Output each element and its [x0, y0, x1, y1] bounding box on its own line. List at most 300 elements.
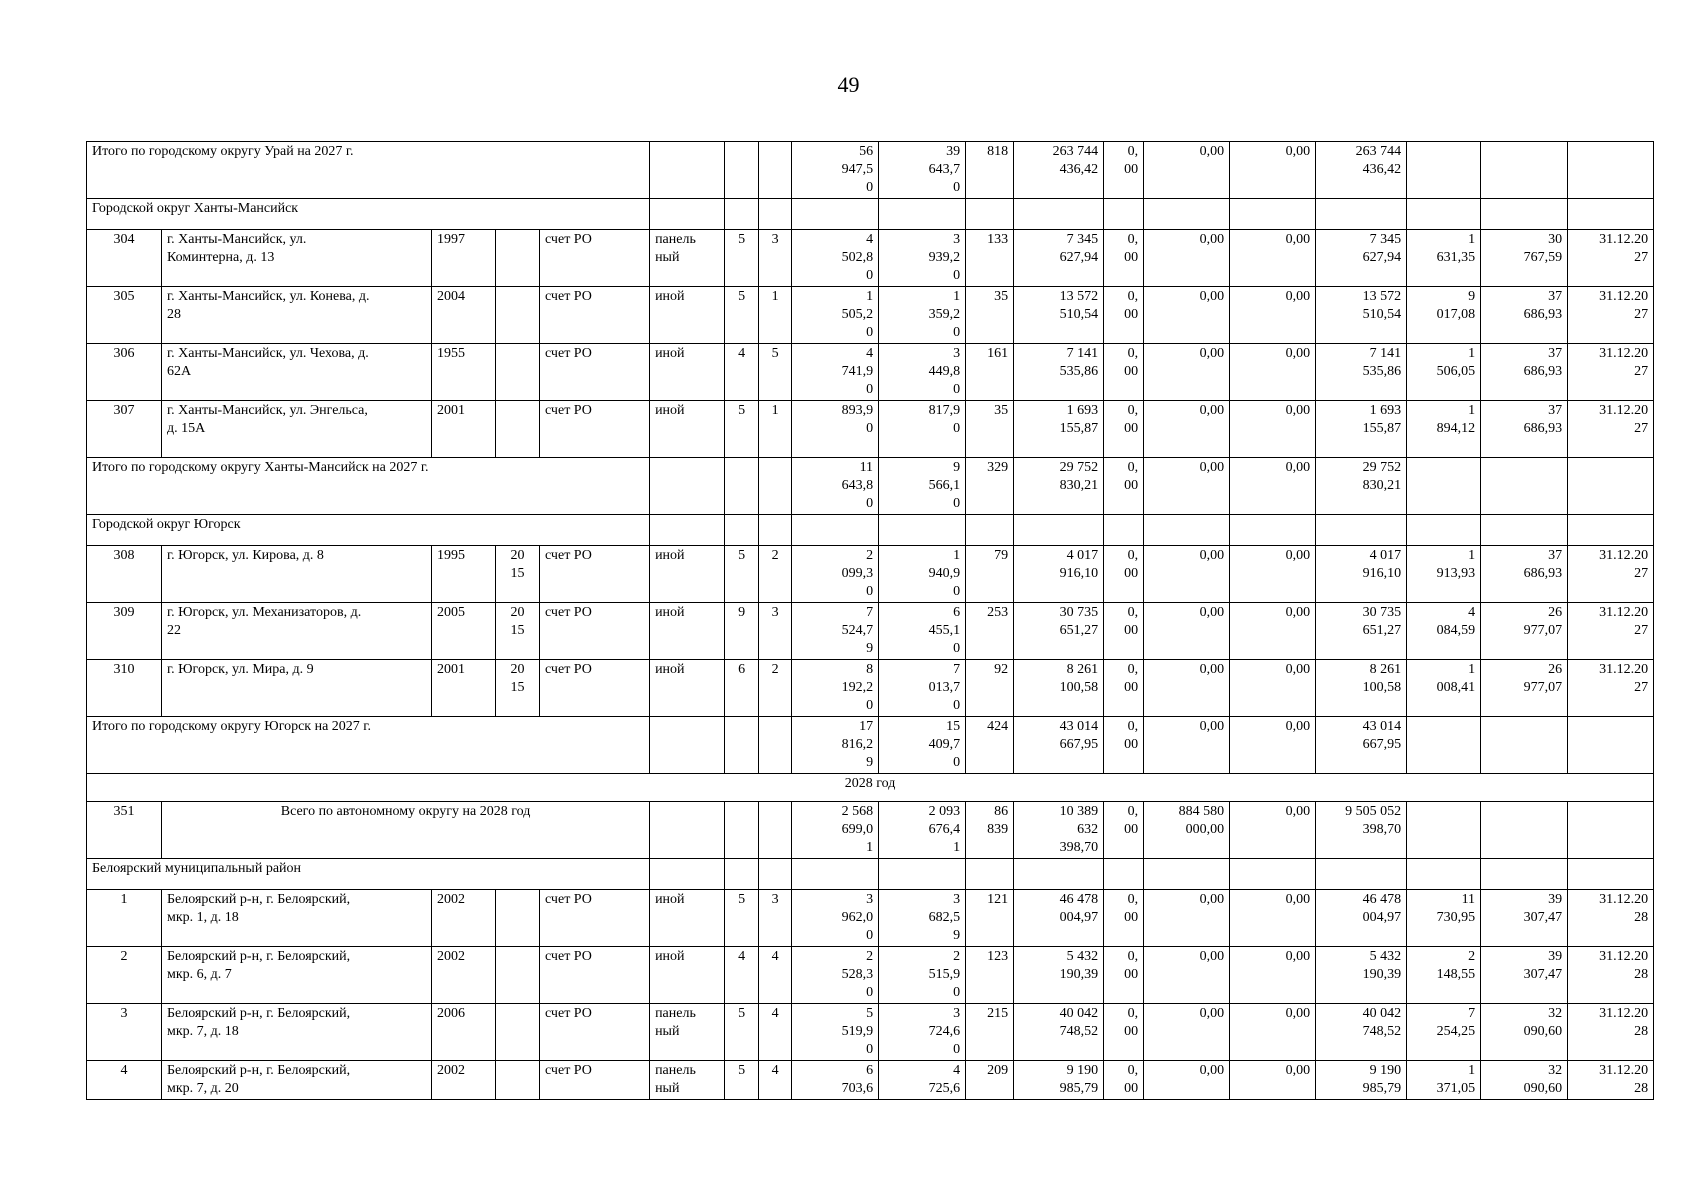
owners-funds-cell: 8 261 100,58 — [1316, 660, 1407, 717]
residents-cell: 818 — [966, 142, 1014, 199]
residents-cell: 123 — [966, 947, 1014, 1004]
owners-funds-cell: 46 478 004,97 — [1316, 890, 1407, 947]
table-row — [87, 401, 1654, 458]
cost-total-cell: 5 432 190,39 — [1014, 947, 1104, 1004]
cost-limit-cell: 26 977,07 — [1481, 603, 1568, 660]
address-cell: г. Ханты-Мансийск, ул. Чехова, д. 62А — [162, 344, 432, 401]
entrances-cell: 4 — [759, 1004, 792, 1061]
area-living-cell: 3 682,5 9 — [879, 890, 966, 947]
empty-cell — [966, 199, 1014, 230]
floors-cell: 9 — [725, 603, 759, 660]
subtotal-row — [87, 717, 1654, 774]
wall-material-cell: панель ный — [650, 1004, 725, 1061]
residents-cell: 86 839 — [966, 802, 1014, 859]
owners-funds-cell: 7 345 627,94 — [1316, 230, 1407, 287]
wall-material-cell: панель ный — [650, 1061, 725, 1100]
account-type-cell: счет РО — [540, 287, 650, 344]
commission-year-cell: 2002 — [432, 890, 496, 947]
empty-cell — [792, 859, 879, 890]
budget-district-cell: 0,00 — [1144, 717, 1230, 774]
row-number-cell: 4 — [87, 1061, 162, 1100]
last-repair-year-cell — [496, 1004, 540, 1061]
unit-cost-cell: 2 148,55 — [1407, 947, 1481, 1004]
area-living-cell: 3 449,8 0 — [879, 344, 966, 401]
area-living-cell: 9 566,1 0 — [879, 458, 966, 515]
entrances-cell: 1 — [759, 287, 792, 344]
wall-material-cell: иной — [650, 947, 725, 1004]
wall-material-cell: иной — [650, 603, 725, 660]
empty-cell — [725, 458, 759, 515]
empty-cell — [1568, 802, 1654, 859]
fund-cell: 0, 00 — [1104, 1061, 1144, 1100]
commission-year-cell: 1997 — [432, 230, 496, 287]
empty-cell — [759, 802, 792, 859]
empty-cell — [1230, 199, 1316, 230]
area-total-cell: 2 528,3 0 — [792, 947, 879, 1004]
address-cell: г. Югорск, ул. Кирова, д. 8 — [162, 546, 432, 603]
entrances-cell: 2 — [759, 546, 792, 603]
subtotal-row — [87, 458, 1654, 515]
empty-cell — [1104, 515, 1144, 546]
budget-district-cell: 0,00 — [1144, 287, 1230, 344]
empty-cell — [792, 199, 879, 230]
section-title-cell: Городской округ Ханты-Мансийск — [87, 199, 650, 230]
floors-cell: 5 — [725, 230, 759, 287]
budget-district-cell: 0,00 — [1144, 546, 1230, 603]
account-type-cell: счет РО — [540, 344, 650, 401]
cost-total-cell: 13 572 510,54 — [1014, 287, 1104, 344]
commission-year-cell: 1955 — [432, 344, 496, 401]
fund-cell: 0, 00 — [1104, 287, 1144, 344]
cost-limit-cell: 30 767,59 — [1481, 230, 1568, 287]
last-repair-year-cell: 20 15 — [496, 603, 540, 660]
budget-local-cell: 0,00 — [1230, 947, 1316, 1004]
owners-funds-cell: 4 017 916,10 — [1316, 546, 1407, 603]
empty-cell — [1014, 199, 1104, 230]
cost-total-cell: 1 693 155,87 — [1014, 401, 1104, 458]
empty-cell — [1230, 859, 1316, 890]
budget-local-cell: 0,00 — [1230, 890, 1316, 947]
row-number-cell: 351 — [87, 802, 162, 859]
account-type-cell: счет РО — [540, 603, 650, 660]
budget-local-cell: 0,00 — [1230, 802, 1316, 859]
budget-local-cell: 0,00 — [1230, 401, 1316, 458]
budget-district-cell: 0,00 — [1144, 947, 1230, 1004]
unit-cost-cell: 1 008,41 — [1407, 660, 1481, 717]
floors-cell: 5 — [725, 1004, 759, 1061]
budget-district-cell: 0,00 — [1144, 458, 1230, 515]
empty-cell — [1144, 859, 1230, 890]
budget-local-cell: 0,00 — [1230, 660, 1316, 717]
row-number-cell: 308 — [87, 546, 162, 603]
empty-cell — [879, 199, 966, 230]
address-cell: г. Югорск, ул. Механизаторов, д. 22 — [162, 603, 432, 660]
address-cell: Белоярский р-н, г. Белоярский, мкр. 7, д. 20 — [162, 1061, 432, 1100]
residents-cell: 92 — [966, 660, 1014, 717]
empty-cell — [1407, 859, 1481, 890]
row-number-cell: 310 — [87, 660, 162, 717]
area-total-cell: 6 703,6 — [792, 1061, 879, 1100]
empty-cell — [1014, 515, 1104, 546]
entrances-cell: 3 — [759, 603, 792, 660]
fund-cell: 0, 00 — [1104, 401, 1144, 458]
empty-cell — [650, 458, 725, 515]
section-header-row — [87, 859, 1654, 890]
row-number-cell: 305 — [87, 287, 162, 344]
row-number-cell: 304 — [87, 230, 162, 287]
wall-material-cell: иной — [650, 344, 725, 401]
completion-date-cell: 31.12.20 27 — [1568, 401, 1654, 458]
empty-cell — [1481, 802, 1568, 859]
area-living-cell: 1 359,2 0 — [879, 287, 966, 344]
subtotal-label-cell: Итого по городскому округу Урай на 2027 г. — [87, 142, 650, 199]
cost-total-cell: 29 752 830,21 — [1014, 458, 1104, 515]
table-row — [87, 1061, 1654, 1100]
commission-year-cell: 2006 — [432, 1004, 496, 1061]
fund-cell: 0, 00 — [1104, 890, 1144, 947]
area-total-cell: 2 568 699,0 1 — [792, 802, 879, 859]
empty-cell — [725, 515, 759, 546]
commission-year-cell: 1995 — [432, 546, 496, 603]
residents-cell: 35 — [966, 287, 1014, 344]
last-repair-year-cell — [496, 230, 540, 287]
account-type-cell: счет РО — [540, 1061, 650, 1100]
row-number-cell: 307 — [87, 401, 162, 458]
owners-funds-cell: 9 190 985,79 — [1316, 1061, 1407, 1100]
empty-cell — [650, 802, 725, 859]
empty-cell — [1481, 458, 1568, 515]
empty-cell — [725, 859, 759, 890]
budget-local-cell: 0,00 — [1230, 230, 1316, 287]
empty-cell — [1014, 859, 1104, 890]
entrances-cell: 5 — [759, 344, 792, 401]
entrances-cell: 1 — [759, 401, 792, 458]
register-table — [86, 141, 1654, 1100]
entrances-cell: 2 — [759, 660, 792, 717]
residents-cell: 329 — [966, 458, 1014, 515]
floors-cell: 5 — [725, 401, 759, 458]
completion-date-cell: 31.12.20 27 — [1568, 546, 1654, 603]
register-body — [87, 142, 1654, 1100]
address-cell: Белоярский р-н, г. Белоярский, мкр. 1, д. 18 — [162, 890, 432, 947]
area-total-cell: 3 962,0 0 — [792, 890, 879, 947]
floors-cell: 4 — [725, 947, 759, 1004]
wall-material-cell: иной — [650, 660, 725, 717]
empty-cell — [759, 199, 792, 230]
page-number: 49 — [837, 72, 860, 97]
section-header-row — [87, 515, 1654, 546]
account-type-cell: счет РО — [540, 401, 650, 458]
cost-total-cell: 7 345 627,94 — [1014, 230, 1104, 287]
address-cell: г. Югорск, ул. Мира, д. 9 — [162, 660, 432, 717]
area-total-cell: 5 519,9 0 — [792, 1004, 879, 1061]
owners-funds-cell: 13 572 510,54 — [1316, 287, 1407, 344]
row-number-cell: 1 — [87, 890, 162, 947]
cost-total-cell: 263 744 436,42 — [1014, 142, 1104, 199]
cost-total-cell: 30 735 651,27 — [1014, 603, 1104, 660]
budget-district-cell: 884 580 000,00 — [1144, 802, 1230, 859]
residents-cell: 79 — [966, 546, 1014, 603]
empty-cell — [1568, 515, 1654, 546]
cost-limit-cell: 32 090,60 — [1481, 1061, 1568, 1100]
table-row — [87, 660, 1654, 717]
empty-cell — [1481, 199, 1568, 230]
entrances-cell: 3 — [759, 230, 792, 287]
area-total-cell: 4 741,9 0 — [792, 344, 879, 401]
budget-local-cell: 0,00 — [1230, 344, 1316, 401]
table-row — [87, 603, 1654, 660]
owners-funds-cell: 7 141 535,86 — [1316, 344, 1407, 401]
completion-date-cell: 31.12.20 28 — [1568, 890, 1654, 947]
empty-cell — [725, 142, 759, 199]
budget-district-cell: 0,00 — [1144, 603, 1230, 660]
floors-cell: 5 — [725, 890, 759, 947]
address-cell: Белоярский р-н, г. Белоярский, мкр. 7, д. 18 — [162, 1004, 432, 1061]
address-cell: Белоярский р-н, г. Белоярский, мкр. 6, д. 7 — [162, 947, 432, 1004]
wall-material-cell: иной — [650, 890, 725, 947]
completion-date-cell: 31.12.20 27 — [1568, 230, 1654, 287]
budget-local-cell: 0,00 — [1230, 1004, 1316, 1061]
commission-year-cell: 2001 — [432, 401, 496, 458]
last-repair-year-cell — [496, 947, 540, 1004]
area-living-cell: 15 409,7 0 — [879, 717, 966, 774]
row-number-cell: 306 — [87, 344, 162, 401]
completion-date-cell: 31.12.20 27 — [1568, 603, 1654, 660]
owners-funds-cell: 263 744 436,42 — [1316, 142, 1407, 199]
wall-material-cell: иной — [650, 546, 725, 603]
wall-material-cell: иной — [650, 287, 725, 344]
empty-cell — [1407, 199, 1481, 230]
area-total-cell: 4 502,8 0 — [792, 230, 879, 287]
grand-total-row — [87, 802, 1654, 859]
last-repair-year-cell — [496, 401, 540, 458]
area-total-cell: 11 643,8 0 — [792, 458, 879, 515]
unit-cost-cell: 1 913,93 — [1407, 546, 1481, 603]
table-row — [87, 1004, 1654, 1061]
residents-cell: 161 — [966, 344, 1014, 401]
empty-cell — [1481, 142, 1568, 199]
fund-cell: 0, 00 — [1104, 1004, 1144, 1061]
fund-cell: 0, 00 — [1104, 344, 1144, 401]
budget-district-cell: 0,00 — [1144, 890, 1230, 947]
residents-cell: 215 — [966, 1004, 1014, 1061]
table-row — [87, 947, 1654, 1004]
commission-year-cell: 2001 — [432, 660, 496, 717]
commission-year-cell: 2005 — [432, 603, 496, 660]
section-title-cell: Городской округ Югорск — [87, 515, 650, 546]
completion-date-cell: 31.12.20 28 — [1568, 1061, 1654, 1100]
completion-date-cell: 31.12.20 27 — [1568, 660, 1654, 717]
unit-cost-cell: 1 506,05 — [1407, 344, 1481, 401]
wall-material-cell: панель ный — [650, 230, 725, 287]
subtotal-label-cell: Итого по городскому округу Ханты-Мансийск на 2027 г. — [87, 458, 650, 515]
commission-year-cell: 2002 — [432, 947, 496, 1004]
floors-cell: 5 — [725, 1061, 759, 1100]
fund-cell: 0, 00 — [1104, 546, 1144, 603]
area-total-cell: 7 524,7 9 — [792, 603, 879, 660]
owners-funds-cell: 5 432 190,39 — [1316, 947, 1407, 1004]
cost-total-cell: 10 389 632 398,70 — [1014, 802, 1104, 859]
area-living-cell: 2 093 676,4 1 — [879, 802, 966, 859]
empty-cell — [792, 515, 879, 546]
row-number-cell: 2 — [87, 947, 162, 1004]
empty-cell — [1316, 199, 1407, 230]
residents-cell: 424 — [966, 717, 1014, 774]
fund-cell: 0, 00 — [1104, 802, 1144, 859]
empty-cell — [759, 717, 792, 774]
unit-cost-cell: 9 017,08 — [1407, 287, 1481, 344]
table-row — [87, 287, 1654, 344]
empty-cell — [650, 717, 725, 774]
unit-cost-cell: 1 894,12 — [1407, 401, 1481, 458]
budget-district-cell: 0,00 — [1144, 1004, 1230, 1061]
area-living-cell: 39 643,7 0 — [879, 142, 966, 199]
empty-cell — [725, 802, 759, 859]
empty-cell — [650, 142, 725, 199]
empty-cell — [650, 199, 725, 230]
area-total-cell: 17 816,2 9 — [792, 717, 879, 774]
empty-cell — [1144, 199, 1230, 230]
empty-cell — [650, 859, 725, 890]
address-cell: г. Ханты-Мансийск, ул. Энгельса, д. 15А — [162, 401, 432, 458]
area-living-cell: 3 724,6 0 — [879, 1004, 966, 1061]
budget-local-cell: 0,00 — [1230, 717, 1316, 774]
entrances-cell: 3 — [759, 890, 792, 947]
budget-district-cell: 0,00 — [1144, 1061, 1230, 1100]
last-repair-year-cell: 20 15 — [496, 546, 540, 603]
section-title-cell: Белоярский муниципальный район — [87, 859, 650, 890]
area-total-cell: 56 947,5 0 — [792, 142, 879, 199]
wall-material-cell: иной — [650, 401, 725, 458]
fund-cell: 0, 00 — [1104, 458, 1144, 515]
empty-cell — [759, 515, 792, 546]
account-type-cell: счет РО — [540, 890, 650, 947]
row-number-cell: 309 — [87, 603, 162, 660]
residents-cell: 121 — [966, 890, 1014, 947]
unit-cost-cell: 11 730,95 — [1407, 890, 1481, 947]
empty-cell — [1407, 802, 1481, 859]
section-header-row — [87, 199, 1654, 230]
empty-cell — [1104, 859, 1144, 890]
empty-cell — [650, 515, 725, 546]
budget-local-cell: 0,00 — [1230, 287, 1316, 344]
unit-cost-cell: 1 631,35 — [1407, 230, 1481, 287]
residents-cell: 253 — [966, 603, 1014, 660]
empty-cell — [1407, 458, 1481, 515]
entrances-cell: 4 — [759, 1061, 792, 1100]
empty-cell — [879, 515, 966, 546]
account-type-cell: счет РО — [540, 660, 650, 717]
owners-funds-cell: 43 014 667,95 — [1316, 717, 1407, 774]
floors-cell: 4 — [725, 344, 759, 401]
fund-cell: 0, 00 — [1104, 717, 1144, 774]
owners-funds-cell: 29 752 830,21 — [1316, 458, 1407, 515]
last-repair-year-cell — [496, 287, 540, 344]
empty-cell — [1316, 859, 1407, 890]
completion-date-cell: 31.12.20 27 — [1568, 344, 1654, 401]
area-total-cell: 8 192,2 0 — [792, 660, 879, 717]
fund-cell: 0, 00 — [1104, 142, 1144, 199]
cost-total-cell: 40 042 748,52 — [1014, 1004, 1104, 1061]
empty-cell — [1144, 515, 1230, 546]
last-repair-year-cell — [496, 344, 540, 401]
owners-funds-cell: 9 505 052 398,70 — [1316, 802, 1407, 859]
floors-cell: 5 — [725, 287, 759, 344]
budget-local-cell: 0,00 — [1230, 458, 1316, 515]
empty-cell — [966, 515, 1014, 546]
area-living-cell: 7 013,7 0 — [879, 660, 966, 717]
empty-cell — [879, 859, 966, 890]
empty-cell — [725, 717, 759, 774]
last-repair-year-cell — [496, 890, 540, 947]
empty-cell — [759, 859, 792, 890]
year-header-row — [87, 774, 1654, 802]
empty-cell — [759, 142, 792, 199]
cost-total-cell: 46 478 004,97 — [1014, 890, 1104, 947]
fund-cell: 0, 00 — [1104, 660, 1144, 717]
account-type-cell: счет РО — [540, 947, 650, 1004]
empty-cell — [1316, 515, 1407, 546]
subtotal-label-cell: Итого по городскому округу Югорск на 2027 г. — [87, 717, 650, 774]
table-row — [87, 546, 1654, 603]
residents-cell: 35 — [966, 401, 1014, 458]
area-total-cell: 893,9 0 — [792, 401, 879, 458]
completion-date-cell: 31.12.20 27 — [1568, 287, 1654, 344]
area-living-cell: 3 939,2 0 — [879, 230, 966, 287]
row-number-cell: 3 — [87, 1004, 162, 1061]
budget-district-cell: 0,00 — [1144, 344, 1230, 401]
account-type-cell: счет РО — [540, 1004, 650, 1061]
owners-funds-cell: 30 735 651,27 — [1316, 603, 1407, 660]
empty-cell — [1481, 859, 1568, 890]
cost-limit-cell: 37 686,93 — [1481, 546, 1568, 603]
completion-date-cell: 31.12.20 28 — [1568, 1004, 1654, 1061]
empty-cell — [966, 859, 1014, 890]
budget-local-cell: 0,00 — [1230, 142, 1316, 199]
unit-cost-cell: 4 084,59 — [1407, 603, 1481, 660]
empty-cell — [1568, 458, 1654, 515]
owners-funds-cell: 40 042 748,52 — [1316, 1004, 1407, 1061]
subtotal-row — [87, 142, 1654, 199]
commission-year-cell: 2004 — [432, 287, 496, 344]
empty-cell — [725, 199, 759, 230]
area-living-cell: 1 940,9 0 — [879, 546, 966, 603]
budget-district-cell: 0,00 — [1144, 230, 1230, 287]
budget-district-cell: 0,00 — [1144, 142, 1230, 199]
floors-cell: 5 — [725, 546, 759, 603]
cost-limit-cell: 32 090,60 — [1481, 1004, 1568, 1061]
address-cell: г. Ханты-Мансийск, ул. Коминтерна, д. 13 — [162, 230, 432, 287]
empty-cell — [1104, 199, 1144, 230]
area-living-cell: 817,9 0 — [879, 401, 966, 458]
cost-total-cell: 9 190 985,79 — [1014, 1061, 1104, 1100]
empty-cell — [1230, 515, 1316, 546]
table-row — [87, 344, 1654, 401]
budget-local-cell: 0,00 — [1230, 546, 1316, 603]
empty-cell — [1407, 142, 1481, 199]
account-type-cell: счет РО — [540, 230, 650, 287]
area-total-cell: 2 099,3 0 — [792, 546, 879, 603]
unit-cost-cell: 1 371,05 — [1407, 1061, 1481, 1100]
cost-limit-cell: 37 686,93 — [1481, 401, 1568, 458]
table-row — [87, 890, 1654, 947]
budget-district-cell: 0,00 — [1144, 660, 1230, 717]
cost-limit-cell: 37 686,93 — [1481, 287, 1568, 344]
address-cell: г. Ханты-Мансийск, ул. Конева, д. 28 — [162, 287, 432, 344]
area-living-cell: 4 725,6 — [879, 1061, 966, 1100]
cost-total-cell: 8 261 100,58 — [1014, 660, 1104, 717]
cost-total-cell: 43 014 667,95 — [1014, 717, 1104, 774]
